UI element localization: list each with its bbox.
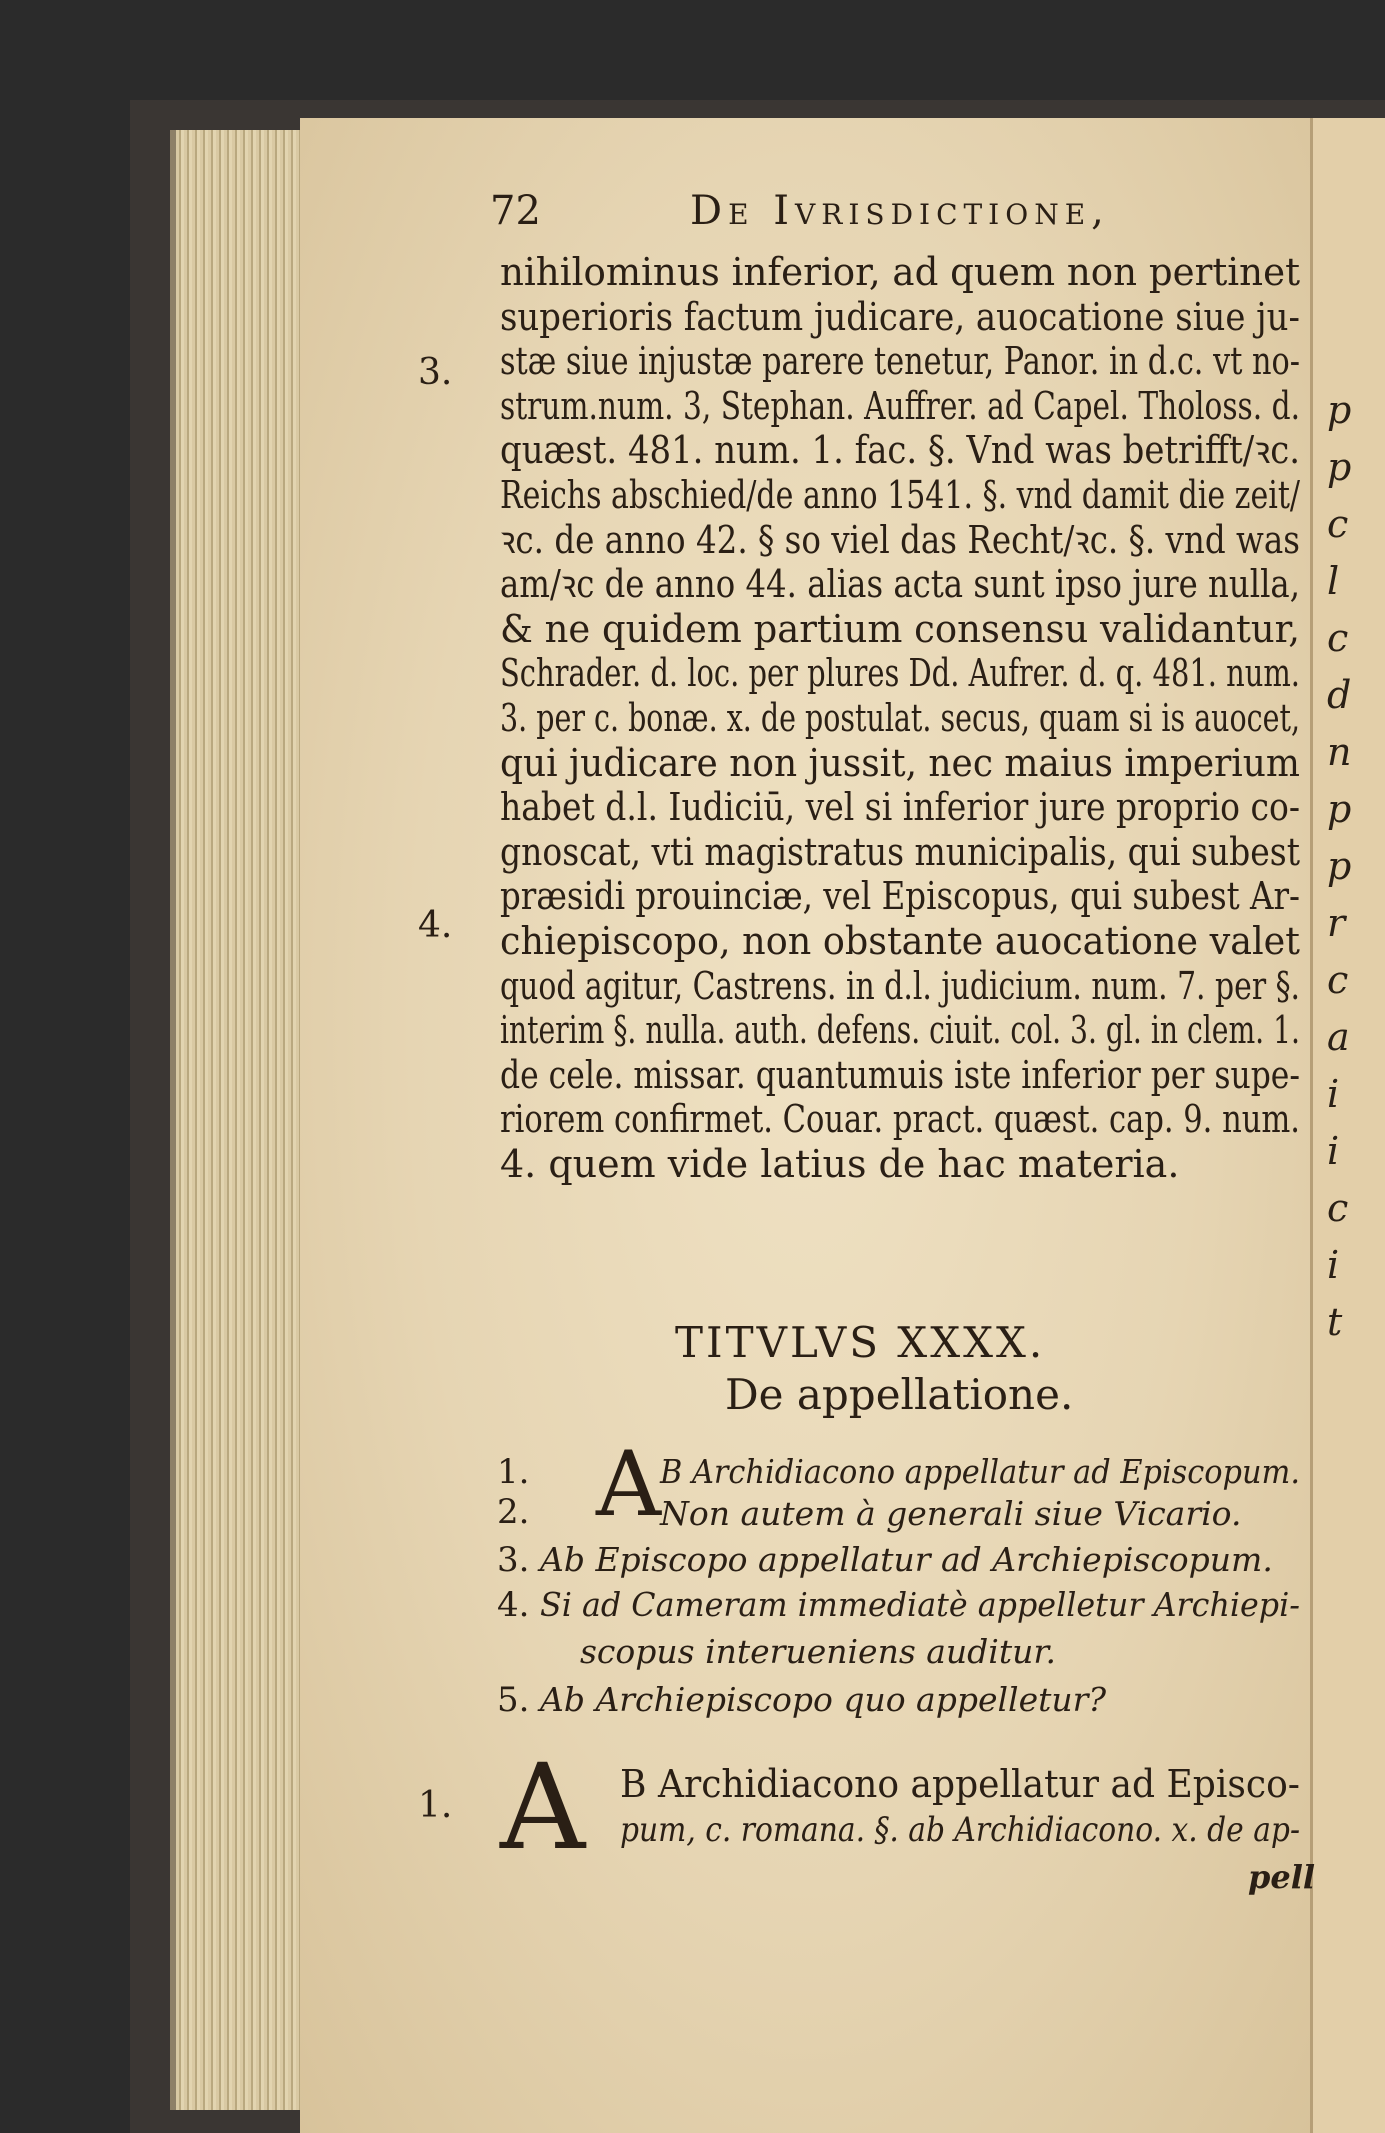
paragraph-line: præsidi prouinciæ, vel Episcopus, qui subest Ar-: [500, 874, 1300, 919]
next-page-glyph: c: [1327, 1186, 1349, 1230]
section-subtitle: De appellatione.: [725, 1370, 1074, 1419]
summary-number-2: 2.: [497, 1492, 530, 1532]
paragraph-line: am/ꝛc de anno 44. alias acta sunt ipso jure nulla,: [500, 562, 1300, 607]
paragraph-dropcap: A: [500, 1738, 586, 1876]
final-line-1: B Archidiacono appellatur ad Episco-: [620, 1762, 1300, 1806]
final-line-2: pum, c. romana. §. ab Archidiacono. x. de ap-: [620, 1810, 1300, 1850]
paragraph-line: de cele. missar. quantumuis iste inferior per supe-: [500, 1052, 1300, 1097]
paragraph-line: 4. quem vide latius de hac materia.: [500, 1142, 1180, 1186]
next-page-glyph: t: [1327, 1300, 1343, 1344]
paragraph-line: Schrader. d. loc. per plures Dd. Aufrer. d. q. 481. num.: [500, 651, 1300, 696]
next-page-glyph: r: [1327, 901, 1346, 945]
paragraph-line: interim §. nulla. auth. defens. ciuit. col. 3. gl. in clem. 1.: [500, 1008, 1300, 1053]
margin-number-3: 3.: [418, 352, 453, 393]
paragraph-line: quæst. 481. num. 1. fac. §. Vnd was betrifft/ꝛc.: [500, 428, 1300, 473]
page-edges: [170, 130, 306, 2110]
summary-line-4: Si ad Cameram immediatè appelletur Archiepi-: [540, 1585, 1300, 1624]
summary-number-5: 5.: [497, 1680, 530, 1720]
paragraph-line: habet d.l. Iudiciū, vel si inferior jure proprio co-: [500, 785, 1300, 830]
next-page-glyph: i: [1327, 1129, 1340, 1173]
paragraph-line: gnoscat, vti magistratus municipalis, qui subest: [500, 829, 1300, 874]
next-page-glyph: p: [1327, 388, 1352, 432]
next-page-glyph: l: [1327, 559, 1340, 603]
paragraph-line: Reichs abschied/de anno 1541. §. vnd damit die zeit/: [500, 473, 1300, 517]
paragraph-line: superioris factum judicare, auocatione siue ju-: [500, 294, 1300, 339]
next-page-glyph: c: [1327, 958, 1349, 1002]
paragraph-line: chiepiscopo, non obstante auocatione valet: [500, 919, 1300, 963]
summary-number-3: 3.: [497, 1540, 530, 1580]
next-page-glyph: i: [1327, 1072, 1340, 1116]
paragraph-line: qui judicare non jussit, nec maius imperium: [500, 740, 1300, 785]
paragraph-line: riorem confirmet. Couar. pract. quæst. cap. 9. num.: [500, 1097, 1300, 1142]
paragraph-line: ꝛc. de anno 42. § so viel das Recht/ꝛc. §. vnd was: [500, 517, 1300, 562]
next-page-glyph: p: [1327, 844, 1352, 888]
paragraph-line: strum.num. 3, Stephan. Auffrer. ad Capel. Tholoss. d.: [500, 383, 1300, 428]
paragraph-line: & ne quidem partium consensu validantur,: [500, 606, 1300, 651]
summary-dropcap: A: [596, 1432, 661, 1537]
section-titulus: TITVLVS XXXX.: [675, 1318, 1046, 1367]
summary-line-6: Ab Archiepiscopo quo appelletur?: [540, 1680, 1107, 1719]
page-number: 72: [490, 188, 541, 234]
next-page-glyph: a: [1327, 1015, 1350, 1059]
paragraph-line: 3. per c. bonæ. x. de postulat. secus, quam si is auocet,: [500, 696, 1300, 740]
summary-line-3: Ab Episcopo appellatur ad Archiepiscopum.: [540, 1540, 1273, 1579]
next-page-glyph: p: [1327, 787, 1352, 831]
next-page-strip: [1310, 118, 1385, 2133]
paragraph-line: quod agitur, Castrens. in d.l. judicium. num. 7. per §.: [500, 963, 1300, 1008]
running-title: De Ivrisdictione,: [690, 188, 1110, 234]
summary-line-1: B Archidiacono appellatur ad Episcopum.: [660, 1452, 1300, 1491]
catchword: pell: [1248, 1858, 1316, 1896]
next-page-glyph: c: [1327, 616, 1349, 660]
paragraph-number: 1.: [418, 1785, 453, 1826]
next-page-glyph: n: [1327, 730, 1352, 774]
margin-number-4: 4.: [418, 905, 453, 946]
summary-line-2: Non autem à generali siue Vicario.: [660, 1494, 1242, 1533]
paragraph-line: nihilominus inferior, ad quem non pertinet: [500, 250, 1300, 294]
summary-line-5: scopus interueniens auditur.: [580, 1632, 1057, 1671]
next-page-glyph: i: [1327, 1243, 1340, 1287]
summary-number-1: 1.: [497, 1452, 530, 1492]
next-page-glyph: d: [1327, 673, 1352, 717]
paragraph-line: stæ siue injustæ parere tenetur, Panor. in d.c. vt no-: [500, 339, 1300, 384]
next-page-glyph: p: [1327, 445, 1352, 489]
next-page-glyph: c: [1327, 502, 1349, 546]
summary-number-4: 4.: [497, 1585, 530, 1625]
